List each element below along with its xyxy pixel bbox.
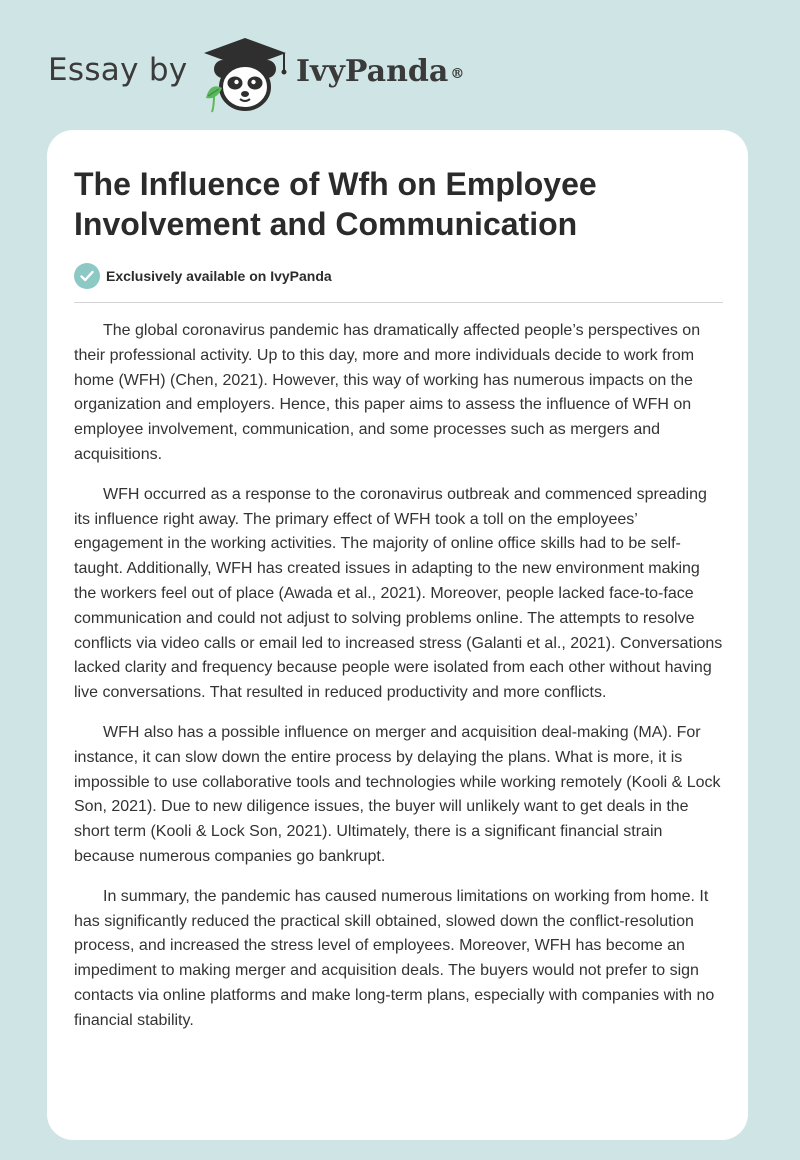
paragraph: WFH also has a possible influence on merger and acquisition deal-making (MA). For instance, it can slow down the entire process by delaying the plans. What is more, it is impossible to use collaborative tools and technologies while working remotely (Kooli & Lock Son, 2021). Due to new diligence issues, the buyer will unlikely want to get deals in the short term (Kooli & Lock Son, 2021). Ultimately, there is a significant financial strain because numerous companies go bankrupt. xyxy=(74,723,721,865)
brand-name[interactable] xyxy=(296,52,464,92)
paragraph: The global coronavirus pandemic has dramatically affected people’s perspectives on their professional activity. Up to this day, more and more individuals decide to work from home (WFH) (Chen, 2021). However, this way of working has numerous impacts on the organization and employers. Hence, this paper aims to assess the influence of WFH on employee involvement, communication, and some processes such as mergers and acquisitions. xyxy=(74,322,701,463)
registered-mark: ® xyxy=(450,66,465,82)
exclusive-label: Exclusively available on IvyPanda xyxy=(106,268,332,284)
check-circle-icon xyxy=(74,263,100,289)
site-header xyxy=(0,0,800,130)
essay-body xyxy=(74,319,726,1049)
essay-by-label: Essay by xyxy=(48,52,188,88)
paragraph: In summary, the pandemic has caused numerous limitations on working from home. It has significantly reduced the practical skill obtained, slowed down the conflict-resolution process, and increased the stress level of employees. Moreover, WFH has become an impediment to making merger and acquisition deals. The buyers would not prefer to sign contacts via online platforms and make long-term plans, especially with companies with no financial stability. xyxy=(74,887,715,1029)
divider xyxy=(74,302,723,303)
essay-title: The Influence of Wfh on Employee Involvement and Communication xyxy=(74,166,597,242)
essay-card xyxy=(47,130,748,1140)
paragraph: WFH occurred as a response to the coronavirus outbreak and commenced spreading its influence right away. The primary effect of WFH took a toll on the employees’ engagement in the working activities. The majority of online office skills had to be self-taught. Additionally, WFH has created issues in adapting to the new environment making the workers feel out of place (Awada et al., 2021). Moreover, people lacked face-to-face communication and could not adjust to solving problems online. The attempts to resolve conflicts via video calls or email led to increased stress (Galanti et al., 2021). Conversations lacked clarity and frequency because people were isolated from each other without having live conversations. That resulted in reduced productivity and more conflicts. xyxy=(74,485,723,702)
brand-name-text: IvyPanda xyxy=(296,54,449,89)
panda-graduate-logo-icon[interactable] xyxy=(200,36,290,114)
exclusive-notice xyxy=(74,263,332,289)
